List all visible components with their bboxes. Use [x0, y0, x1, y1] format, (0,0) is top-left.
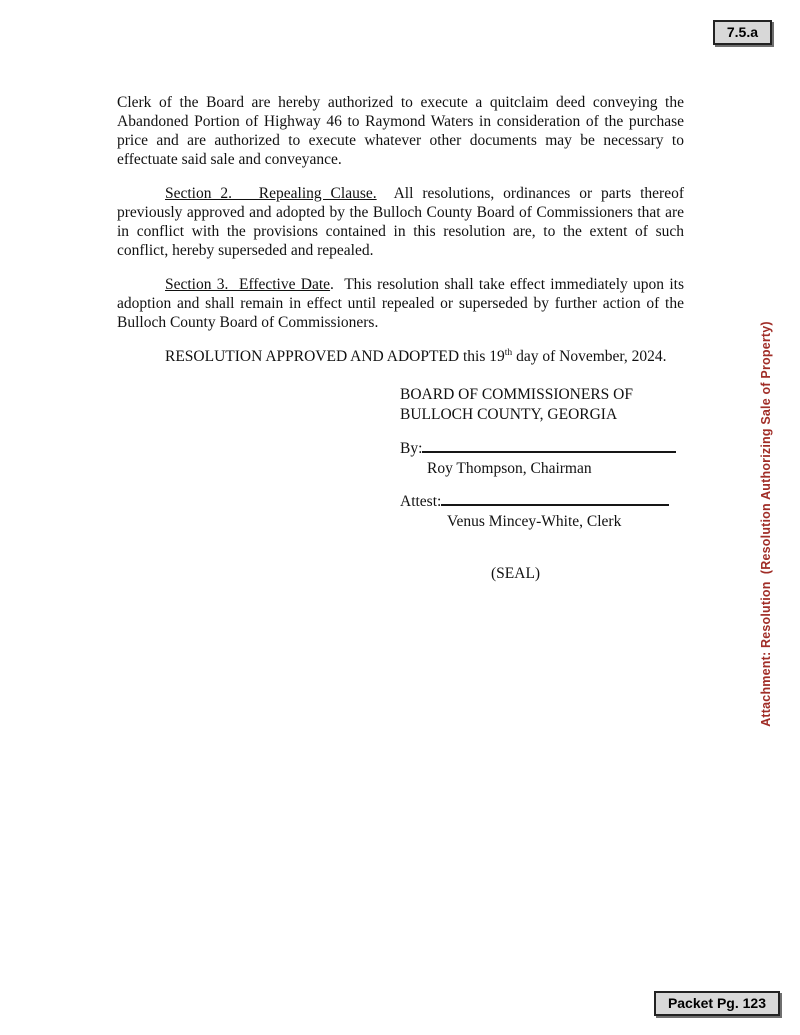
- agenda-item-badge: 7.5.a: [713, 20, 772, 45]
- section-3-heading: Section 3. Effective Date: [165, 276, 331, 293]
- attest-signature-line: [400, 492, 690, 512]
- packet-page-badge: Packet Pg. 123: [654, 991, 780, 1016]
- section-3-paragraph: [117, 275, 684, 332]
- clerk-name: Venus Mincey-White, Clerk: [447, 513, 622, 530]
- paragraph-continuation: Clerk of the Board are hereby authorized to execute a quitclaim deed conveying the Abandoned Portion of Highway 46 to Raymond Waters in consideration of the purchase price and are authorized to execute whatever other documents may be necessary to effectuate said sale and conveyance.: [117, 94, 684, 168]
- attachment-sidebar-text: Attachment: Resolution (Resolution Authorizing Sale of Property): [759, 321, 773, 727]
- organization-line-1: BOARD OF COMMISSIONERS OF: [400, 386, 633, 403]
- section-3-body: This resolution shall take effect immediately upon its adoption and shall remain in effect until repealed or superseded by further action of the Bulloch County Board of Commissioners.: [117, 276, 684, 331]
- section-2-paragraph: [117, 184, 684, 260]
- section-2-heading: Section 2. Repealing Clause.: [165, 185, 377, 202]
- seal-placeholder: (SEAL): [491, 565, 541, 582]
- chairman-name: Roy Thompson, Chairman: [427, 460, 592, 477]
- adoption-statement: [117, 347, 684, 366]
- attest-signature-rule: [441, 493, 669, 506]
- by-label: By:: [400, 440, 423, 457]
- adoption-suffix: day of November, 2024.: [512, 348, 667, 365]
- ordinal-suffix: th: [504, 346, 513, 358]
- attest-label: Attest:: [400, 493, 442, 510]
- by-signature-line: [400, 439, 690, 459]
- section-3-heading-period: .: [330, 276, 334, 293]
- section-2-body: All resolutions, ordinances or parts thereof previously approved and adopted by the Bulloch County Board of Commissioners that are in conflict with the provisions contained in this resolution are, to the extent of such conflict, hereby superseded and repealed.: [117, 185, 684, 259]
- organization-name: [400, 385, 690, 425]
- by-signature-rule: [422, 440, 676, 453]
- organization-line-2: BULLOCH COUNTY, GEORGIA: [400, 406, 618, 423]
- adoption-prefix: RESOLUTION APPROVED AND ADOPTED this 19: [165, 348, 505, 365]
- signature-block: [400, 385, 690, 532]
- document-text-block: [117, 93, 684, 381]
